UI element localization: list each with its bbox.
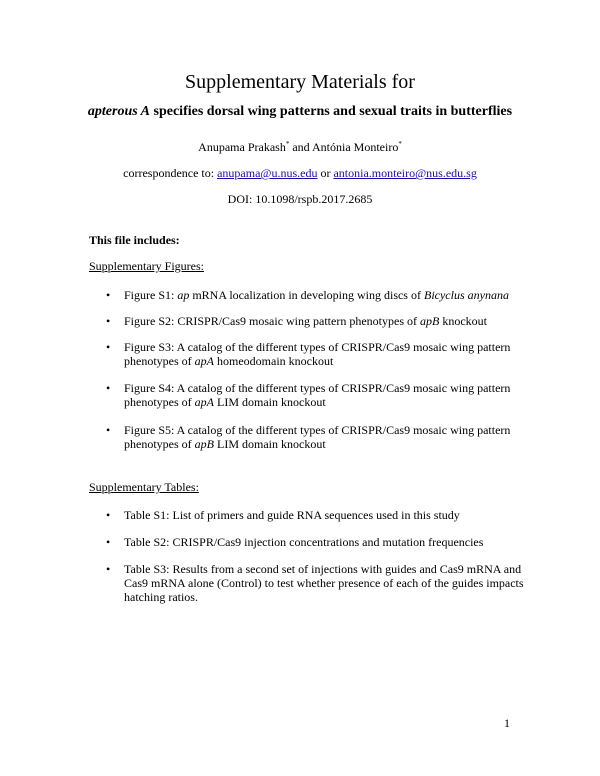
figure-item-s2: [124, 314, 534, 328]
correspondence-line: [0, 166, 600, 181]
paper-title-rest: specifies dorsal wing patterns and sexual traits in butterflies: [150, 104, 513, 119]
figure-item-s3: [124, 340, 534, 368]
bullet: •: [106, 562, 111, 576]
bullet: •: [106, 288, 111, 302]
figures-heading: Supplementary Figures:: [89, 259, 204, 273]
figure-item-italic: apA: [194, 395, 214, 409]
figure-item-text: Figure S5: A catalog of the different types of CRISPR/Cas9 mosaic wing pattern phenotypes of: [124, 423, 511, 451]
figure-item-text: Figure S3: A catalog of the different types of CRISPR/Cas9 mosaic wing pattern phenotypes of: [124, 340, 511, 368]
table-item-s1: Table S1: List of primers and guide RNA sequences used in this study: [124, 508, 460, 522]
paper-title-gene: apterous A: [87, 104, 151, 119]
bullet: •: [106, 340, 111, 354]
document-title: Supplementary Materials for: [185, 71, 415, 93]
figure-item-italic: ap: [177, 288, 190, 302]
bullet: •: [106, 535, 111, 549]
figure-item-italic: apB: [420, 314, 440, 328]
figure-item-italic: apA: [194, 354, 214, 368]
figure-item-s1: [124, 288, 534, 302]
paper-title: [0, 104, 600, 120]
doi-line: DOI: 10.1098/rspb.2017.2685: [227, 192, 373, 206]
email-link-1[interactable]: anupama@u.nus.edu: [217, 166, 318, 180]
email-join: or: [317, 166, 334, 180]
figure-item-text: LIM domain knockout: [214, 395, 326, 409]
figure-item-text: homeodomain knockout: [214, 354, 334, 368]
includes-heading: This file includes:: [89, 233, 180, 247]
figure-item-text: mRNA localization in developing wing discs of: [189, 288, 424, 302]
figure-item-italic: Bicyclus anynana: [423, 288, 509, 302]
author-join: and: [289, 140, 312, 154]
figure-item-text: Figure S4: A catalog of the different types of CRISPR/Cas9 mosaic wing pattern phenotypes of: [124, 381, 511, 409]
figure-item-text: Figure S1:: [124, 288, 178, 302]
table-item-s3: Table S3: Results from a second set of injections with guides and Cas9 mRNA and Cas9 mRNA alone (Control) to test whether presence of each of the guides impacts hatching ratios.: [124, 562, 524, 604]
page-number: 1: [504, 716, 510, 730]
author-2: Antónia Monteiro: [312, 140, 399, 154]
bullet: •: [106, 314, 111, 328]
correspondence-label: correspondence to:: [123, 166, 218, 180]
table-item-s2: Table S2: CRISPR/Cas9 injection concentrations and mutation frequencies: [124, 535, 484, 549]
figure-item-italic: apB: [194, 437, 214, 451]
figure-item-text: Figure S2: CRISPR/Cas9 mosaic wing pattern phenotypes of: [124, 314, 420, 328]
figure-item-text: knockout: [439, 314, 488, 328]
bullet: •: [106, 508, 111, 522]
bullet: •: [106, 423, 111, 437]
author-2-mark: *: [398, 140, 402, 148]
figure-item-s5: [124, 423, 534, 451]
author-1: Anupama Prakash: [198, 140, 286, 154]
authors-line: [0, 140, 600, 155]
figure-item-s4: [124, 381, 534, 409]
email-link-2[interactable]: antonia.monteiro@nus.edu.sg: [333, 166, 477, 180]
author-1-mark: *: [285, 140, 290, 148]
figure-item-text: LIM domain knockout: [214, 437, 326, 451]
bullet: •: [106, 381, 111, 395]
tables-heading: Supplementary Tables:: [89, 480, 199, 494]
